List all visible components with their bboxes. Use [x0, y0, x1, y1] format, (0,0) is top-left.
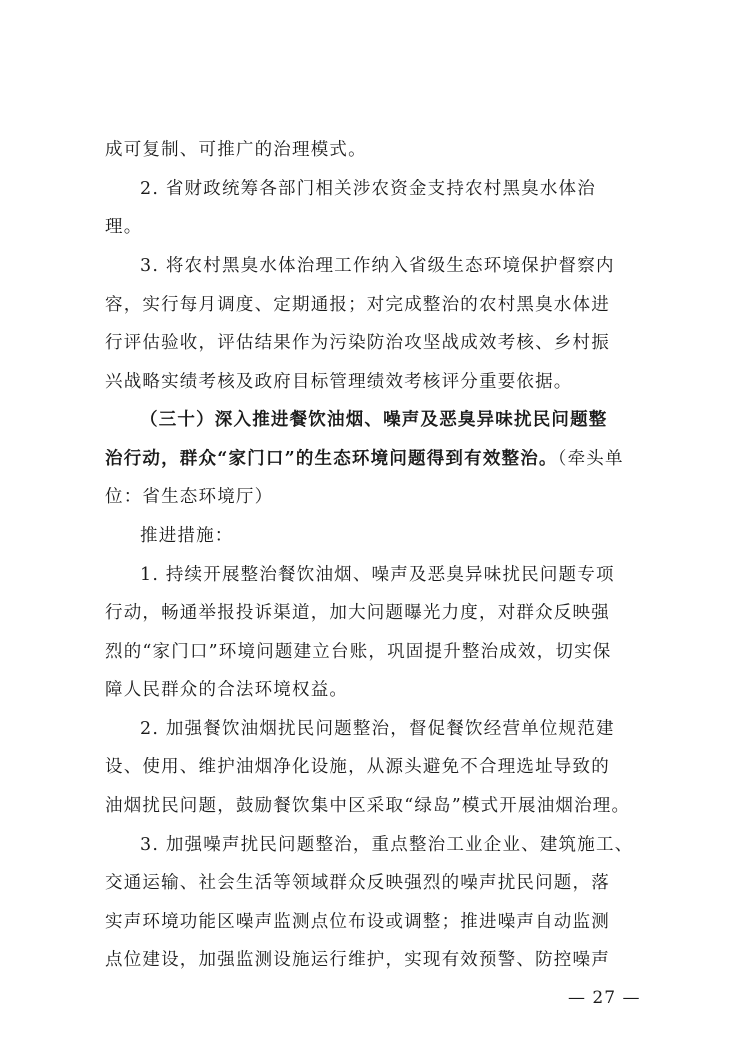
body-line: 烈的“家门口”环境问题建立台账，巩固提升整治成效，切实保 — [105, 642, 612, 662]
body-line: 理。 — [105, 217, 143, 237]
body-line: 3. 将农村黑臭水体治理工作纳入省级生态环境保护督察内 — [140, 256, 615, 276]
body-line: 行评估验收，评估结果作为污染防治攻坚战成效考核、乡村振 — [105, 333, 610, 353]
body-line: 成可复制、可推广的治理模式。 — [105, 140, 367, 160]
page-number: — 27 — — [568, 988, 641, 1008]
body-line: 点位建设，加强监测设施运行维护，实现有效预警、防控噪声 — [105, 950, 610, 970]
body-line: 1. 持续开展整治餐饮油烟、噪声及恶臭异味扰民问题专项 — [140, 565, 615, 585]
section-heading-bold: 治行动，群众“家门口”的生态环境问题得到有效整治。 — [105, 449, 558, 469]
body-line: 2. 省财政统筹各部门相关涉农资金支持农村黑臭水体治 — [140, 179, 596, 199]
body-line: 2. 加强餐饮油烟扰民问题整治，督促餐饮经营单位规范建 — [140, 719, 615, 739]
lead-unit-text: （牵头单 — [557, 449, 624, 469]
measures-label: 推进措施： — [140, 526, 234, 546]
body-line: 设、使用、维护油烟净化设施，从源头避免不合理选址导致的 — [105, 757, 610, 777]
body-line: 实声环境功能区噪声监测点位布设或调整；推进噪声自动监测 — [105, 912, 610, 932]
section-heading-line — [105, 447, 650, 471]
section-heading-line: （三十）深入推进餐饮油烟、噪声及恶臭异味扰民问题整 — [140, 410, 608, 430]
body-line: 交通运输、社会生活等领域群众反映强烈的噪声扰民问题，落 — [105, 873, 610, 893]
body-line: 油烟扰民问题，鼓励餐饮集中区采取“绿岛”模式开展油烟治理。 — [105, 796, 631, 816]
body-line: 容，实行每月调度、定期通报；对完成整治的农村黑臭水体进 — [105, 295, 610, 315]
body-line: 障人民群众的合法环境权益。 — [105, 680, 349, 700]
lead-unit-line: 位：省生态环境厅） — [105, 487, 274, 507]
body-line: 3. 加强噪声扰民问题整治，重点整治工业企业、建筑施工、 — [140, 835, 634, 855]
body-line: 兴战略实绩考核及政府目标管理绩效考核评分重要依据。 — [105, 372, 573, 392]
body-line: 行动，畅通举报投诉渠道，加大问题曝光力度，对群众反映强 — [105, 603, 610, 623]
